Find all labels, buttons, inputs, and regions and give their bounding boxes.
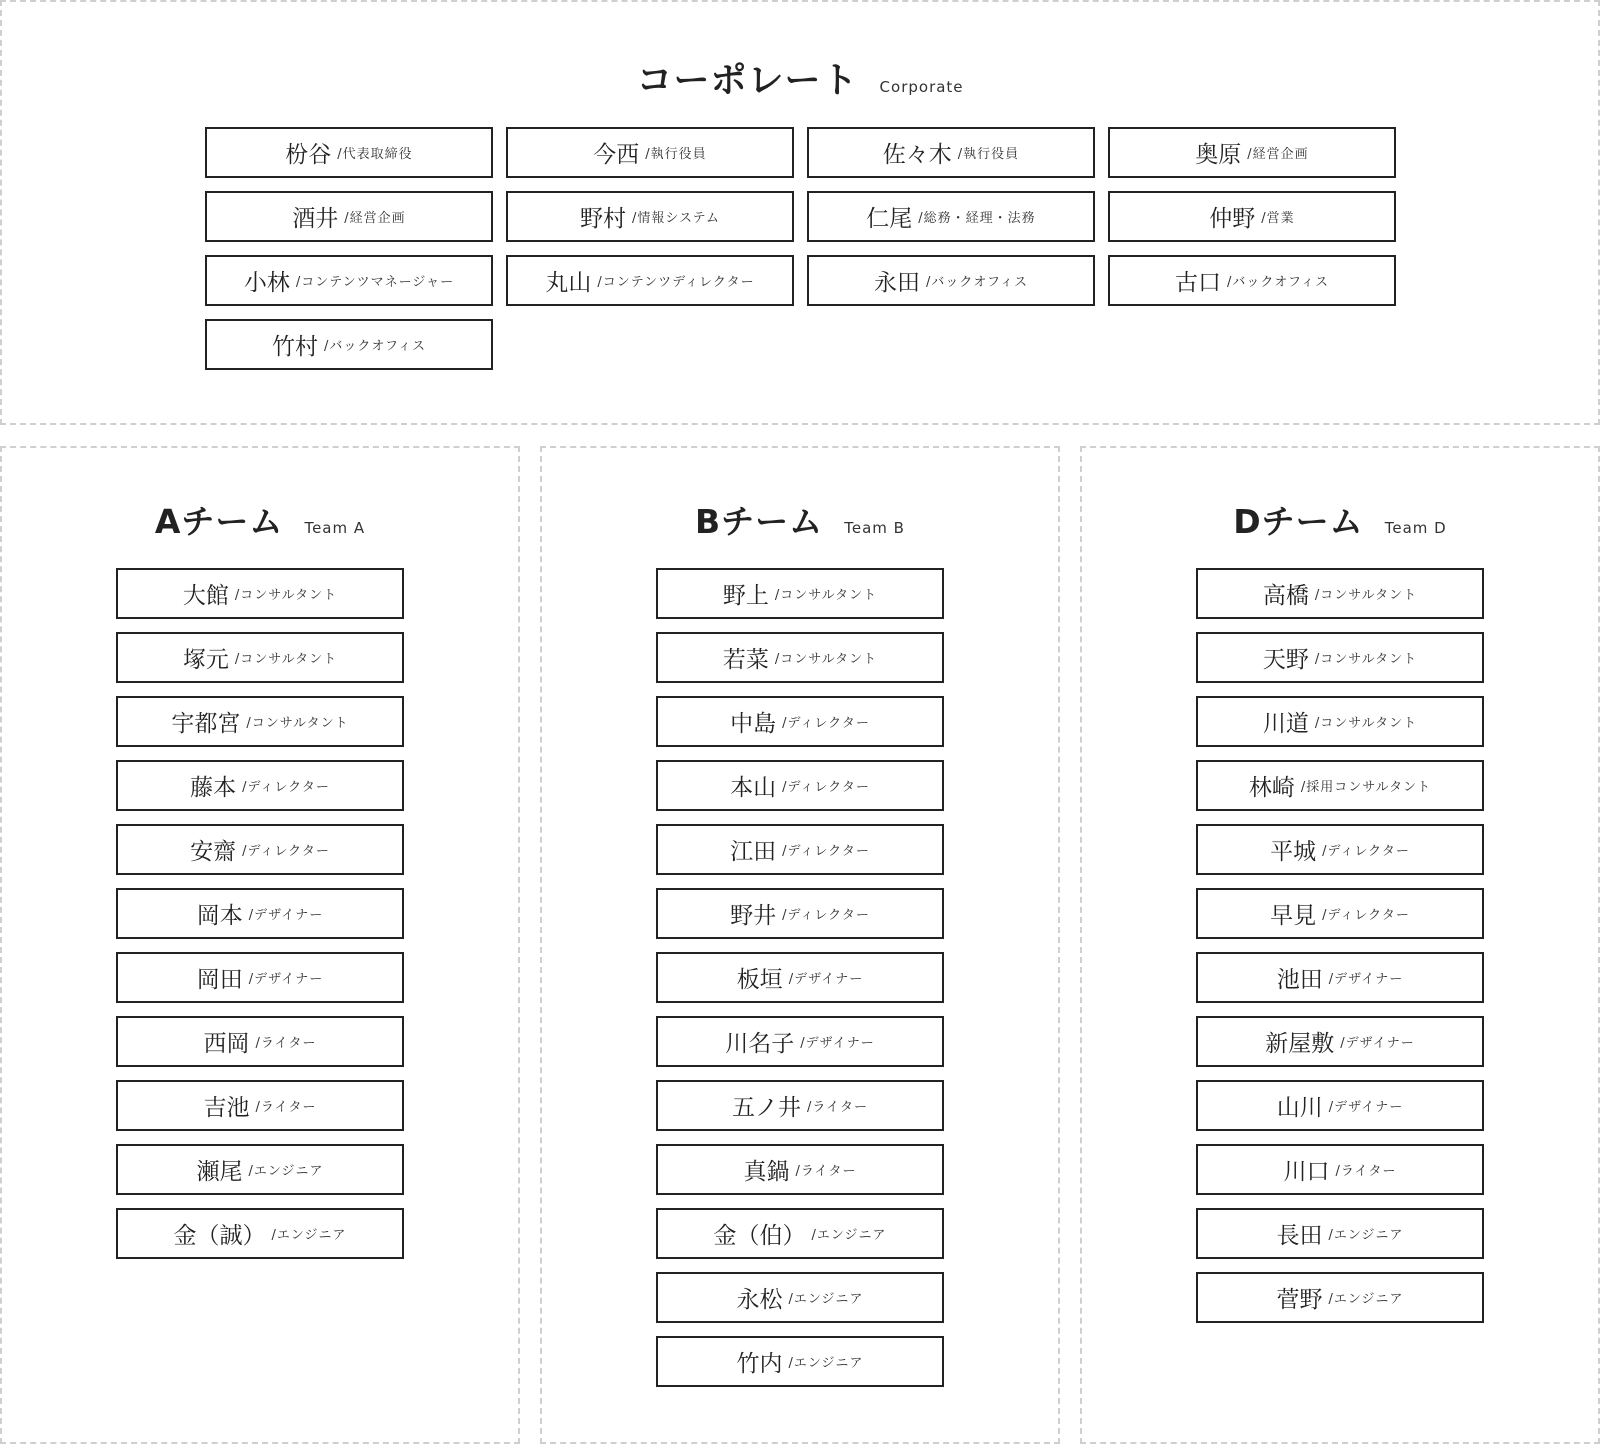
member-role: /エンジニア: [248, 1164, 324, 1179]
member-role: /エンジニア: [811, 1228, 887, 1243]
member-role: /経営企画: [344, 211, 406, 226]
member-card: [116, 824, 404, 875]
member-role: /コンテンツマネージャー: [295, 275, 455, 290]
member-card: [1196, 1080, 1484, 1131]
member-role: /コンサルタント: [234, 652, 338, 667]
member-role: /エンジニア: [788, 1356, 864, 1371]
member-card: [656, 1080, 944, 1131]
member-name: 岡田: [196, 967, 243, 993]
member-role: /営業: [1261, 211, 1295, 226]
member-name: 古口: [1175, 270, 1222, 296]
member-name: 本山: [730, 775, 777, 801]
member-card: [656, 632, 944, 683]
corporate-title-main: コーポレート: [636, 60, 859, 101]
member-name: 山川: [1276, 1095, 1323, 1121]
member-role: /総務・経理・法務: [918, 211, 1036, 226]
member-role: /デザイナー: [1328, 972, 1404, 987]
member-role: /ライター: [795, 1164, 857, 1179]
member-name: 野村: [579, 206, 626, 232]
member-card: [1108, 255, 1396, 306]
member-role: /ライター: [1335, 1164, 1397, 1179]
member-card: [656, 696, 944, 747]
member-name: 板垣: [736, 967, 783, 993]
member-name: 大館: [182, 583, 229, 609]
member-name: 佐々木: [882, 142, 952, 168]
member-card: [1108, 127, 1396, 178]
member-role: /経営企画: [1247, 147, 1309, 162]
member-role: /コンサルタント: [1314, 716, 1418, 731]
member-card: [656, 1016, 944, 1067]
member-card: [205, 319, 493, 370]
member-name: 竹内: [736, 1351, 783, 1377]
member-name: 中島: [730, 711, 777, 737]
member-name: 永田: [874, 270, 921, 296]
member-role: /コンサルタント: [246, 716, 349, 731]
member-card: [116, 1208, 404, 1259]
member-card: [506, 127, 794, 178]
member-card: [807, 127, 1095, 178]
member-card: [656, 1272, 944, 1323]
team-a-title: [2, 496, 518, 543]
member-card: [807, 191, 1095, 242]
member-role: /コンサルタント: [1314, 588, 1418, 603]
member-name: 仁尾: [866, 206, 913, 232]
team-a-section: [0, 446, 520, 1444]
member-name: 小林: [243, 270, 290, 296]
member-name: 永松: [736, 1287, 783, 1313]
team-d-title-sub: Team D: [1384, 519, 1447, 537]
member-role: /デザイナー: [788, 972, 864, 987]
member-role: /デザイナー: [1328, 1100, 1404, 1115]
member-card: [807, 255, 1095, 306]
member-card: [205, 255, 493, 306]
member-name: 若菜: [722, 647, 769, 673]
member-name: 池田: [1276, 967, 1323, 993]
team-d-section: [1080, 446, 1600, 1444]
member-role: /執行役員: [645, 147, 707, 162]
member-card: [116, 952, 404, 1003]
member-card: [1196, 1272, 1484, 1323]
member-card: [116, 760, 404, 811]
team-d-member-list: [1196, 568, 1484, 1323]
member-role: /エンジニア: [1328, 1228, 1404, 1243]
team-b-title-main: Bチーム: [695, 502, 824, 541]
team-a-member-list: [116, 568, 404, 1259]
member-name: 五ノ井: [732, 1095, 801, 1121]
member-name: 江田: [730, 839, 777, 865]
member-card: [656, 824, 944, 875]
member-name: 川名子: [725, 1031, 795, 1057]
member-role: /ライター: [255, 1100, 317, 1115]
member-card: [116, 568, 404, 619]
member-card: [1196, 888, 1484, 939]
member-role: /採用コンサルタント: [1300, 780, 1432, 795]
member-card: [1196, 568, 1484, 619]
member-name: 金（誠）: [173, 1223, 266, 1249]
member-name: 野井: [730, 903, 777, 929]
member-card: [116, 696, 404, 747]
member-card: [1196, 760, 1484, 811]
team-b-member-list: [656, 568, 944, 1387]
member-name: 丸山: [545, 270, 592, 296]
member-name: 今西: [593, 142, 640, 168]
member-name: 吉池: [203, 1095, 250, 1121]
member-name: 菅野: [1276, 1287, 1323, 1313]
member-card: [506, 191, 794, 242]
member-card: [506, 255, 794, 306]
member-card: [656, 952, 944, 1003]
member-card: [116, 632, 404, 683]
member-role: /ディレクター: [242, 844, 330, 859]
member-name: 安齋: [190, 839, 237, 865]
member-name: 藤本: [190, 775, 237, 801]
corporate-title: [2, 52, 1598, 103]
team-a-title-main: Aチーム: [154, 502, 284, 541]
member-name: 瀬尾: [196, 1159, 243, 1185]
team-b-title-sub: Team B: [844, 519, 905, 537]
team-b-title: [542, 496, 1058, 543]
member-card: [116, 1016, 404, 1067]
member-card: [656, 760, 944, 811]
member-role: /デザイナー: [248, 972, 324, 987]
member-card: [1196, 1016, 1484, 1067]
team-b-section: [540, 446, 1060, 1444]
member-role: /コンテンツディレクター: [597, 275, 755, 290]
member-card: [1108, 191, 1396, 242]
member-role: /ディレクター: [782, 780, 870, 795]
member-card: [116, 888, 404, 939]
member-name: 西岡: [203, 1031, 250, 1057]
member-card: [656, 1208, 944, 1259]
member-name: 平城: [1270, 839, 1317, 865]
member-name: 枌谷: [285, 142, 332, 168]
member-role: /コンサルタント: [234, 588, 338, 603]
member-role: /ディレクター: [782, 908, 870, 923]
member-role: /ディレクター: [782, 844, 870, 859]
member-name: 金（伯）: [713, 1223, 806, 1249]
member-card: [1196, 1144, 1484, 1195]
member-role: /エンジニア: [788, 1292, 864, 1307]
corporate-title-sub: Corporate: [879, 78, 964, 96]
member-role: /コンサルタント: [774, 588, 878, 603]
member-card: [1196, 1208, 1484, 1259]
team-d-title-main: Dチーム: [1233, 502, 1364, 541]
member-role: /ディレクター: [782, 716, 870, 731]
member-card: [1196, 952, 1484, 1003]
member-card: [1196, 696, 1484, 747]
member-role: /ライター: [255, 1036, 317, 1051]
team-a-title-sub: Team A: [304, 519, 366, 537]
member-role: /ディレクター: [1322, 844, 1410, 859]
member-card: [1196, 632, 1484, 683]
member-card: [1196, 824, 1484, 875]
member-role: /ライター: [807, 1100, 868, 1115]
member-name: 宇都宮: [171, 711, 241, 737]
member-name: 真鍋: [743, 1159, 790, 1185]
member-name: 川道: [1262, 711, 1309, 737]
member-card: [656, 888, 944, 939]
member-name: 野上: [722, 583, 769, 609]
member-name: 林崎: [1248, 775, 1295, 801]
member-role: /ディレクター: [242, 780, 330, 795]
member-card: [205, 191, 493, 242]
member-name: 長田: [1276, 1223, 1323, 1249]
member-role: /情報システム: [631, 211, 721, 226]
member-name: 早見: [1270, 903, 1317, 929]
member-role: /コンサルタント: [1314, 652, 1418, 667]
member-role: /代表取締役: [337, 147, 413, 162]
member-role: /デザイナー: [1340, 1036, 1415, 1051]
member-role: /エンジニア: [271, 1228, 347, 1243]
member-name: 新屋敷: [1265, 1031, 1335, 1057]
member-name: 天野: [1262, 647, 1309, 673]
member-role: /バックオフィス: [1227, 275, 1329, 290]
member-name: 仲野: [1209, 206, 1256, 232]
member-role: /バックオフィス: [926, 275, 1028, 290]
member-name: 高橋: [1262, 583, 1309, 609]
member-name: 奥原: [1195, 142, 1242, 168]
team-d-title: [1082, 496, 1598, 543]
member-role: /ディレクター: [1322, 908, 1410, 923]
member-role: /デザイナー: [800, 1036, 875, 1051]
member-name: 塚元: [182, 647, 229, 673]
member-role: /デザイナー: [248, 908, 324, 923]
member-role: /バックオフィス: [324, 339, 426, 354]
member-name: 酒井: [292, 206, 339, 232]
member-name: 川口: [1283, 1159, 1330, 1185]
member-card: [205, 127, 493, 178]
member-card: [116, 1144, 404, 1195]
corporate-member-grid: [205, 127, 1396, 370]
member-card: [656, 1144, 944, 1195]
member-name: 竹村: [272, 334, 319, 360]
member-name: 岡本: [196, 903, 243, 929]
member-card: [656, 1336, 944, 1387]
member-card: [116, 1080, 404, 1131]
member-role: /執行役員: [957, 147, 1020, 162]
member-role: /コンサルタント: [774, 652, 878, 667]
member-card: [656, 568, 944, 619]
corporate-section: [0, 0, 1600, 425]
member-role: /エンジニア: [1328, 1292, 1404, 1307]
